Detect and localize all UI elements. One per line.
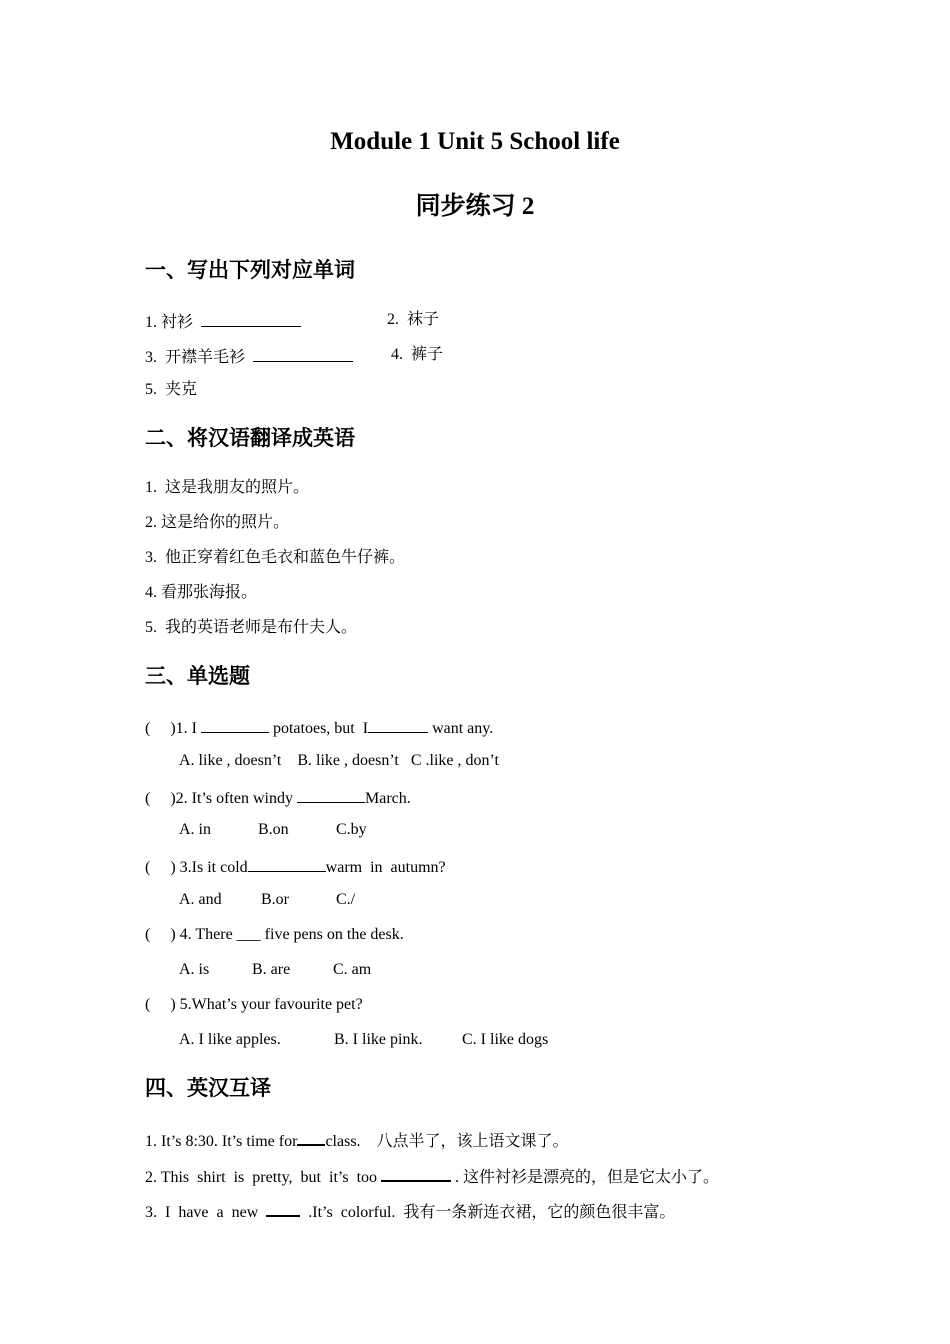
s4-l3-text-b: .It’s colorful. 我有一条新连衣裙，它的颜色很丰富。 [308,1204,676,1221]
s1-question-2: 2. 袜子 [387,311,440,328]
answer-blank[interactable] [297,1130,325,1146]
s2-item-2: 2. 这是给你的照片。 [145,514,290,531]
s3-q1-options: A. like , doesn’t B. like , doesn’t C .like , don’t [179,752,499,769]
s1-q1-text: 1. 衬衫 [145,314,194,331]
answer-blank[interactable] [253,347,353,362]
s4-l2-text-a: 2. This shirt is pretty, but it’s too [145,1169,378,1186]
s3-q2-option-c: C.by [336,821,367,838]
answer-blank[interactable] [381,1166,451,1182]
s3-q4-option-a: A. is [179,961,210,978]
s3-q3-option-a: A. and [179,891,222,908]
s2-item-4: 4. 看那张海报。 [145,584,258,601]
s4-line-2 [145,1166,719,1186]
s3-q2-option-a: A. in [179,821,211,838]
s4-line-3 [145,1201,675,1221]
s3-q3-option-c: C./ [336,891,356,908]
s3-question-4: ( ) 4. There ___ five pens on the desk. [145,926,404,943]
page-title: Module 1 Unit 5 School life [330,128,620,155]
s3-question-2 [145,788,411,807]
s3-q2-option-b: B.on [258,821,289,838]
s3-q5-option-a: A. I like apples. [179,1031,281,1048]
s1-question-3 [145,347,353,366]
s2-item-5: 5. 我的英语老师是布什夫人。 [145,619,358,636]
page-subtitle: 同步练习 2 [415,193,535,220]
section-3-heading: 三、单选题 [145,664,250,688]
section-1-heading: 一、写出下列对应单词 [145,258,355,282]
s3-q1-text-b: potatoes, but I [272,720,369,737]
section-4-heading: 四、英汉互译 [145,1076,271,1100]
s1-question-5: 5. 夹克 [145,381,198,398]
s3-q3-option-b: B.or [261,891,289,908]
section-2-heading: 二、将汉语翻译成英语 [145,426,355,450]
s3-q3-text-b: warm in autumn? [325,859,446,876]
s4-l1-text-a: 1. It’s 8:30. It’s time for [145,1133,298,1150]
s3-question-3 [145,857,446,876]
answer-blank[interactable] [368,718,428,733]
s4-line-1 [145,1130,569,1150]
answer-blank[interactable] [266,1201,300,1217]
s3-question-5: ( ) 5.What’s your favourite pet? [145,996,363,1013]
s3-question-1 [145,718,493,737]
s3-q1-text-c: want any. [432,720,494,737]
s4-l2-text-b: . 这件衬衫是漂亮的，但是它太小了。 [455,1169,720,1186]
s3-q5-option-c: C. I like dogs [462,1031,549,1048]
s3-q5-option-b: B. I like pink. [334,1031,423,1048]
s3-q4-option-b: B. are [252,961,291,978]
s3-q3-text-a: ( ) 3.Is it cold [145,859,248,876]
s3-q2-text-a: ( )2. It’s often windy [145,790,293,807]
s4-l3-text-a: 3. I have a new [145,1204,259,1221]
s3-q1-text-a: ( )1. I [145,720,197,737]
answer-blank[interactable] [201,718,269,733]
s1-question-4: 4. 裤子 [391,346,444,363]
answer-blank[interactable] [248,857,326,872]
s2-item-3: 3. 他正穿着红色毛衣和蓝色牛仔裤。 [145,549,406,566]
answer-blank[interactable] [297,788,365,803]
s1-q3-text: 3. 开襟羊毛衫 [145,349,246,366]
s1-question-1 [145,312,301,331]
s2-item-1: 1. 这是我朋友的照片。 [145,479,310,496]
answer-blank[interactable] [201,312,301,327]
s3-q4-option-c: C. am [333,961,372,978]
s4-l1-text-b: class. 八点半了，该上语文课了。 [325,1133,569,1150]
s3-q2-text-b: March. [364,790,411,807]
